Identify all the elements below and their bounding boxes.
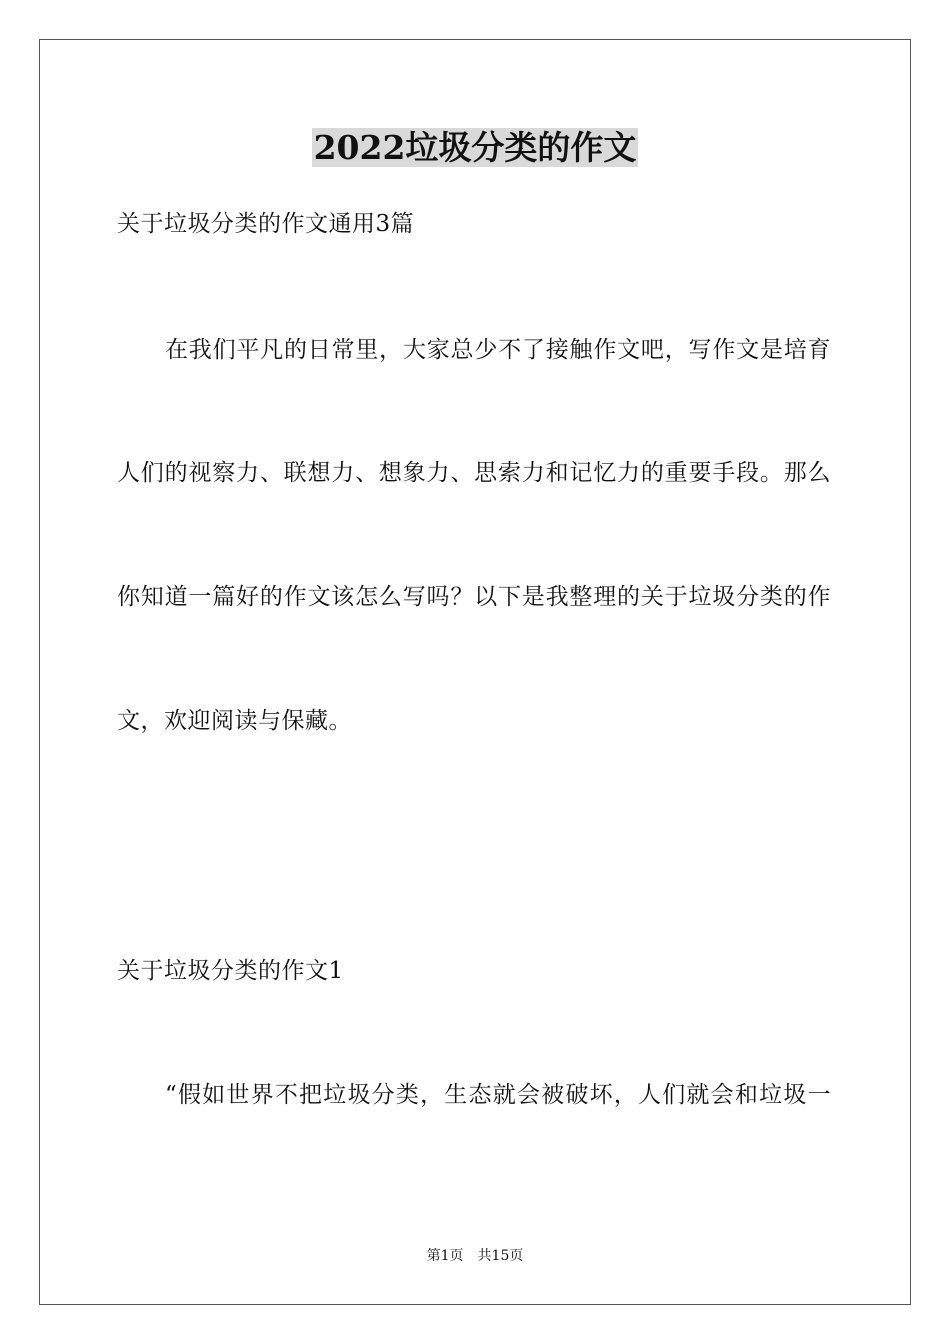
page-total: 共15页 — [477, 1248, 524, 1264]
document-title-text: 2022垃圾分类的作文 — [313, 128, 637, 167]
document-subtitle: 关于垃圾分类的作文通用3篇 — [117, 211, 415, 237]
intro-line-4: 文，欢迎阅读与保藏。 — [117, 708, 352, 734]
intro-line-1: 在我们平凡的日常里，大家总少不了接触作文吧，写作文是培育 — [165, 337, 831, 363]
page-footer — [0, 1246, 950, 1266]
intro-line-2: 人们的视察力、联想力、想象力、思索力和记忆力的重要手段。那么 — [117, 460, 831, 486]
document-title — [0, 126, 950, 170]
section-heading: 关于垃圾分类的作文1 — [117, 958, 344, 984]
page-number: 第1页 — [426, 1248, 464, 1264]
intro-line-3: 你知道一篇好的作文该怎么写吗？以下是我整理的关于垃圾分类的作 — [117, 584, 831, 610]
section-line-1: “假如世界不把垃圾分类，生态就会被破坏，人们就会和垃圾一 — [165, 1082, 831, 1108]
